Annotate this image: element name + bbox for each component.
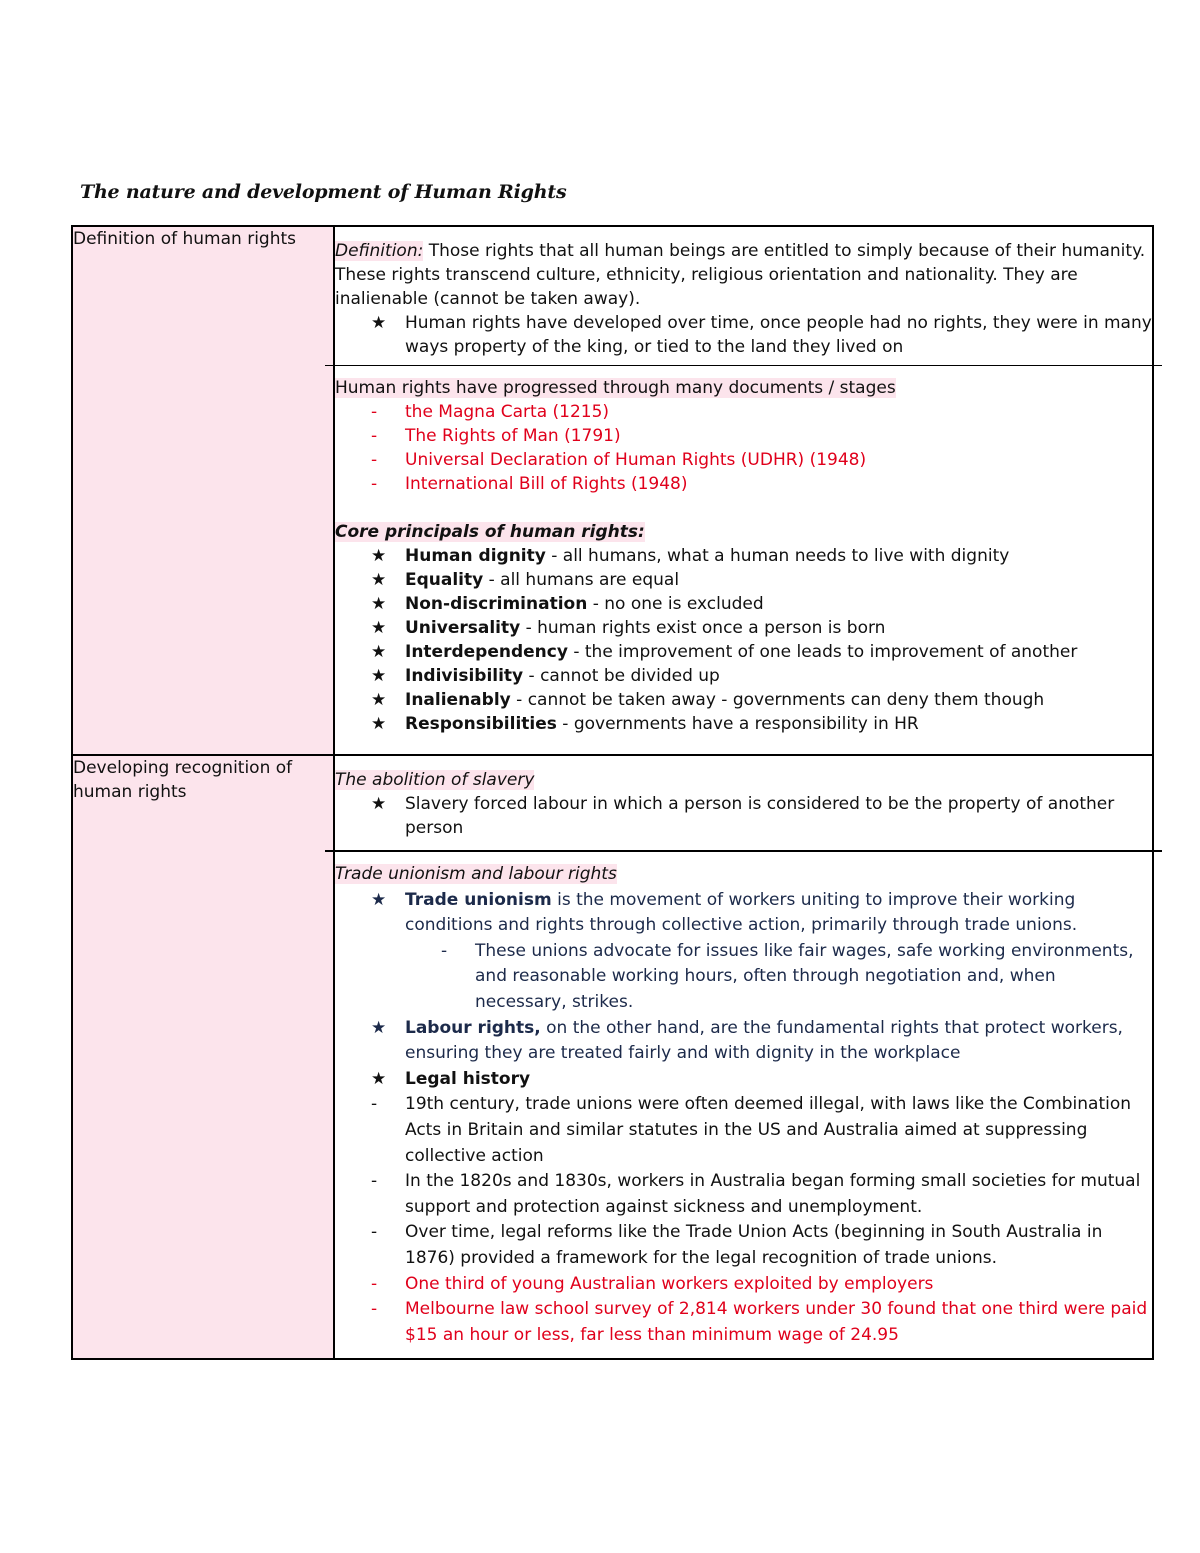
list-item: - 19th century, trade unions were often deemed illegal, with laws like the Combination Acts in Britain and similar statutes in the US and Australia aimed at suppressing collective action — [371, 1094, 1132, 1166]
table-row — [72, 755, 1153, 1359]
star-icon: ★ — [371, 690, 387, 710]
core-principles-list — [335, 544, 1152, 754]
documents-list — [335, 400, 1152, 496]
star-icon: ★ — [371, 794, 387, 814]
document-title: The nature and development of Human Rights — [80, 181, 567, 203]
star-icon: ★ — [371, 594, 387, 614]
dash-icon: - — [371, 426, 378, 446]
trade-heading: Trade unionism and labour rights — [335, 864, 617, 884]
list-item: ★ Human dignity - all humans, what a human needs to live with dignity — [371, 546, 1010, 566]
list-item: ★ Indivisibility - cannot be divided up — [371, 666, 720, 686]
dash-icon: - — [371, 1222, 378, 1243]
star-icon: ★ — [371, 714, 387, 734]
list-item: - In the 1820s and 1830s, workers in Australia began forming small societies for mutual support and protection against sickness and unemployment. — [371, 1171, 1141, 1217]
star-icon: ★ — [371, 1068, 387, 1089]
star-icon: ★ — [371, 618, 387, 638]
dash-icon: - — [371, 1299, 378, 1320]
list-item: ★ Legal history — [335, 1067, 1152, 1093]
list-item: ★ Interdependency - the improvement of one leads to improvement of another — [371, 642, 1078, 662]
dash-icon: - — [371, 474, 378, 494]
notes-table — [71, 225, 1154, 1360]
list-item: ★ Non-discrimination - no one is excluded — [371, 594, 764, 614]
row-label — [72, 226, 334, 755]
star-icon: ★ — [371, 1017, 387, 1038]
list-item: - These unions advocate for issues like fair wages, safe working environments, and reasonable working hours, often through negotiation and, when necessary, strikes. — [441, 940, 1134, 1012]
row-label-text: Developing recognition of human rights — [73, 758, 293, 802]
documents-heading: Human rights have progressed through many documents / stages — [335, 378, 896, 398]
list-item: - the Magna Carta (1215) — [371, 402, 610, 422]
definition-paragraph — [335, 239, 1152, 311]
dash-icon: - — [371, 402, 378, 422]
list-item: - Over time, legal reforms like the Trade Union Acts (beginning in South Australia in 1876) provided a framework for the legal recognition of trade unions. — [371, 1222, 1103, 1268]
definition-label: Definition: — [335, 241, 424, 261]
star-icon: ★ — [371, 546, 387, 566]
star-icon: ★ — [371, 889, 387, 910]
list-item: ★ Inalienably - cannot be taken away - governments can deny them though — [371, 690, 1045, 710]
row-content — [334, 226, 1153, 755]
row-label — [72, 755, 334, 1359]
list-item: ★ Trade unionism is the movement of workers uniting to improve their working conditions and rights through collective action, primarily through trade unions. — [371, 889, 1078, 936]
dash-icon: - — [371, 1171, 378, 1192]
dash-icon: - — [441, 940, 448, 961]
star-icon: ★ — [371, 666, 387, 686]
list-item: ★ Labour rights, on the other hand, are the fundamental rights that protect workers, ensuring they are treated fairly and with dignity in the workplace — [371, 1017, 1123, 1064]
row-label-text: Definition of human rights — [73, 229, 297, 249]
core-principles-heading: Core principals of human rights: — [335, 522, 645, 542]
list-item: - Universal Declaration of Human Rights (UDHR) (1948) — [371, 450, 867, 470]
star-icon: ★ — [371, 570, 387, 590]
list-item: - The Rights of Man (1791) — [371, 426, 621, 446]
table-row — [72, 226, 1153, 755]
row-content — [334, 755, 1153, 1359]
list-item: ★ Equality - all humans are equal — [371, 570, 680, 590]
star-icon: ★ — [371, 313, 387, 333]
slavery-heading: The abolition of slavery — [335, 770, 535, 790]
list-item: ★ Human rights have developed over time, once people had no rights, they were in many ways property of the king, or tied to the land they lived on — [371, 313, 1152, 357]
dash-icon: - — [371, 1273, 378, 1294]
list-item: - One third of young Australian workers exploited by employers — [335, 1272, 1152, 1298]
star-icon: ★ — [371, 642, 387, 662]
dash-icon: - — [371, 1094, 378, 1115]
list-item: - Melbourne law school survey of 2,814 workers under 30 found that one third were paid $15 an hour or less, far less than minimum wage of 24.95 — [371, 1299, 1148, 1345]
list-item: ★ Responsibilities - governments have a responsibility in HR — [371, 714, 919, 734]
dash-icon: - — [371, 450, 378, 470]
list-item: ★ Slavery forced labour in which a person is considered to be the property of another person — [371, 794, 1115, 838]
list-item: - International Bill of Rights (1948) — [371, 474, 688, 494]
definition-text: Those rights that all human beings are entitled to simply because of their humanity. These rights transcend culture, ethnicity, religious orientation and nationality. They are inalienable (cannot be taken away). — [335, 241, 1146, 309]
list-item: ★ Universality - human rights exist once a person is born — [371, 618, 886, 638]
